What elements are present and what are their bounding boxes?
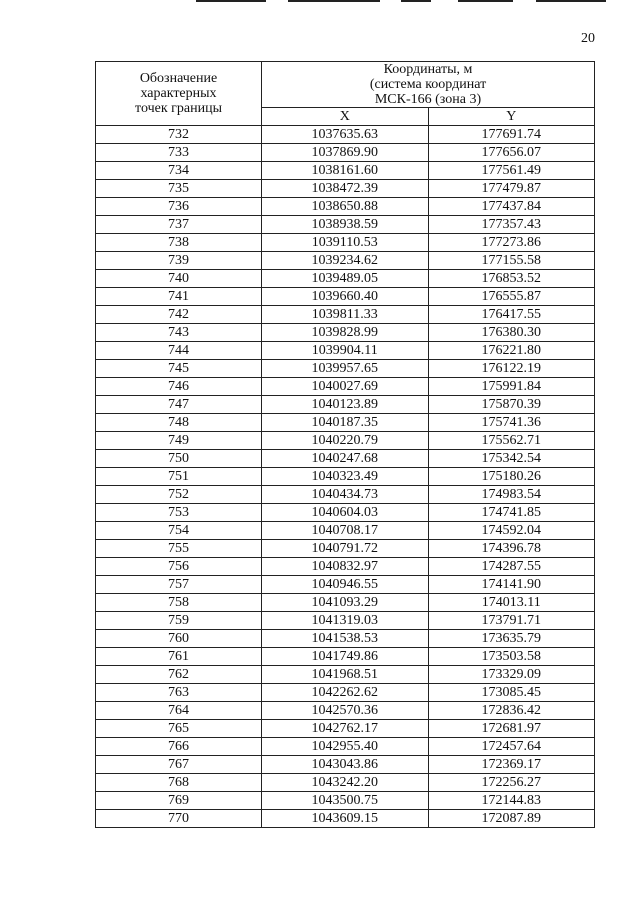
y-coordinate-cell: 175180.26 (428, 468, 595, 486)
y-coordinate-cell: 176417.55 (428, 306, 595, 324)
y-coordinate-cell: 174141.90 (428, 576, 595, 594)
point-id-cell: 770 (96, 810, 262, 828)
x-coordinate-cell: 1040027.69 (262, 378, 429, 396)
x-coordinate-cell: 1041319.03 (262, 612, 429, 630)
point-id-cell: 768 (96, 774, 262, 792)
point-id-cell: 759 (96, 612, 262, 630)
x-coordinate-cell: 1039828.99 (262, 324, 429, 342)
y-coordinate-cell: 174983.54 (428, 486, 595, 504)
header-designation-line: точек границы (135, 101, 222, 116)
point-id-cell: 749 (96, 432, 262, 450)
point-id-cell: 741 (96, 288, 262, 306)
header-coordinates (262, 62, 595, 108)
table-row (96, 774, 595, 792)
point-id-cell: 755 (96, 540, 262, 558)
point-id-cell: 754 (96, 522, 262, 540)
header-designation-line: Обозначение (139, 71, 218, 86)
point-id-cell: 743 (96, 324, 262, 342)
table-row (96, 540, 595, 558)
table-row (96, 468, 595, 486)
table-row (96, 558, 595, 576)
point-id-cell: 736 (96, 198, 262, 216)
x-coordinate-cell: 1039234.62 (262, 252, 429, 270)
y-coordinate-cell: 177155.58 (428, 252, 595, 270)
x-coordinate-cell: 1039660.40 (262, 288, 429, 306)
x-coordinate-cell: 1040220.79 (262, 432, 429, 450)
table-row (96, 504, 595, 522)
x-coordinate-cell: 1042570.36 (262, 702, 429, 720)
point-id-cell: 747 (96, 396, 262, 414)
y-coordinate-cell: 176853.52 (428, 270, 595, 288)
x-coordinate-cell: 1038161.60 (262, 162, 429, 180)
table-row (96, 324, 595, 342)
point-id-cell: 753 (96, 504, 262, 522)
table-row (96, 234, 595, 252)
table-row (96, 630, 595, 648)
point-id-cell: 756 (96, 558, 262, 576)
table-row (96, 144, 595, 162)
page-number: 20 (581, 31, 595, 46)
x-coordinate-cell: 1040434.73 (262, 486, 429, 504)
table-row (96, 576, 595, 594)
y-coordinate-cell: 172087.89 (428, 810, 595, 828)
x-coordinate-cell: 1042955.40 (262, 738, 429, 756)
table-row (96, 756, 595, 774)
header-coordinates-line: МСК-166 (зона 3) (374, 92, 482, 107)
x-coordinate-cell: 1043043.86 (262, 756, 429, 774)
header-coordinates-line: Координаты, м (383, 62, 473, 77)
table-row (96, 486, 595, 504)
x-coordinate-cell: 1041538.53 (262, 630, 429, 648)
y-coordinate-cell: 175741.36 (428, 414, 595, 432)
x-coordinate-cell: 1040247.68 (262, 450, 429, 468)
x-coordinate-cell: 1039957.65 (262, 360, 429, 378)
point-id-cell: 745 (96, 360, 262, 378)
table-row (96, 306, 595, 324)
x-coordinate-cell: 1038650.88 (262, 198, 429, 216)
point-id-cell: 733 (96, 144, 262, 162)
y-coordinate-cell: 176122.19 (428, 360, 595, 378)
y-coordinate-cell: 173329.09 (428, 666, 595, 684)
y-coordinate-cell: 172256.27 (428, 774, 595, 792)
y-coordinate-cell: 177437.84 (428, 198, 595, 216)
table-row (96, 450, 595, 468)
table-row (96, 414, 595, 432)
y-coordinate-cell: 174592.04 (428, 522, 595, 540)
point-id-cell: 758 (96, 594, 262, 612)
table-row (96, 252, 595, 270)
x-coordinate-cell: 1039904.11 (262, 342, 429, 360)
y-coordinate-cell: 172144.83 (428, 792, 595, 810)
point-id-cell: 746 (96, 378, 262, 396)
x-coordinate-cell: 1039811.33 (262, 306, 429, 324)
x-coordinate-cell: 1040187.35 (262, 414, 429, 432)
point-id-cell: 735 (96, 180, 262, 198)
y-coordinate-cell: 172369.17 (428, 756, 595, 774)
table-row (96, 720, 595, 738)
x-coordinate-cell: 1041749.86 (262, 648, 429, 666)
y-coordinate-cell: 175870.39 (428, 396, 595, 414)
y-coordinate-cell: 174396.78 (428, 540, 595, 558)
y-coordinate-cell: 177691.74 (428, 126, 595, 144)
point-id-cell: 750 (96, 450, 262, 468)
header-x: X (262, 108, 429, 126)
y-coordinate-cell: 172681.97 (428, 720, 595, 738)
table-row (96, 810, 595, 828)
x-coordinate-cell: 1042262.62 (262, 684, 429, 702)
top-rule (196, 0, 606, 2)
table-body (96, 126, 595, 828)
table-row (96, 180, 595, 198)
x-coordinate-cell: 1040832.97 (262, 558, 429, 576)
x-coordinate-cell: 1040323.49 (262, 468, 429, 486)
table-row (96, 594, 595, 612)
table-row (96, 360, 595, 378)
point-id-cell: 761 (96, 648, 262, 666)
y-coordinate-cell: 177273.86 (428, 234, 595, 252)
table-row (96, 648, 595, 666)
table-row (96, 288, 595, 306)
y-coordinate-cell: 174287.55 (428, 558, 595, 576)
x-coordinate-cell: 1039489.05 (262, 270, 429, 288)
y-coordinate-cell: 177479.87 (428, 180, 595, 198)
y-coordinate-cell: 174741.85 (428, 504, 595, 522)
x-coordinate-cell: 1043242.20 (262, 774, 429, 792)
table-row (96, 216, 595, 234)
table-row (96, 162, 595, 180)
table-row (96, 126, 595, 144)
point-id-cell: 752 (96, 486, 262, 504)
point-id-cell: 739 (96, 252, 262, 270)
table-row (96, 666, 595, 684)
y-coordinate-cell: 173085.45 (428, 684, 595, 702)
table-row (96, 342, 595, 360)
x-coordinate-cell: 1037869.90 (262, 144, 429, 162)
y-coordinate-cell: 173791.71 (428, 612, 595, 630)
y-coordinate-cell: 177357.43 (428, 216, 595, 234)
y-coordinate-cell: 173635.79 (428, 630, 595, 648)
x-coordinate-cell: 1037635.63 (262, 126, 429, 144)
table-row (96, 432, 595, 450)
header-designation (96, 62, 262, 126)
y-coordinate-cell: 173503.58 (428, 648, 595, 666)
header-designation-line: характерных (140, 86, 217, 101)
y-coordinate-cell: 176380.30 (428, 324, 595, 342)
table-row (96, 396, 595, 414)
y-coordinate-cell: 174013.11 (428, 594, 595, 612)
point-id-cell: 742 (96, 306, 262, 324)
y-coordinate-cell: 177561.49 (428, 162, 595, 180)
point-id-cell: 764 (96, 702, 262, 720)
table-row (96, 792, 595, 810)
point-id-cell: 744 (96, 342, 262, 360)
point-id-cell: 748 (96, 414, 262, 432)
point-id-cell: 738 (96, 234, 262, 252)
point-id-cell: 757 (96, 576, 262, 594)
point-id-cell: 751 (96, 468, 262, 486)
point-id-cell: 740 (96, 270, 262, 288)
point-id-cell: 763 (96, 684, 262, 702)
point-id-cell: 737 (96, 216, 262, 234)
point-id-cell: 767 (96, 756, 262, 774)
table-row (96, 270, 595, 288)
x-coordinate-cell: 1042762.17 (262, 720, 429, 738)
point-id-cell: 769 (96, 792, 262, 810)
table-row (96, 702, 595, 720)
x-coordinate-cell: 1039110.53 (262, 234, 429, 252)
x-coordinate-cell: 1043500.75 (262, 792, 429, 810)
table-row (96, 198, 595, 216)
header-y: Y (428, 108, 595, 126)
table-row (96, 378, 595, 396)
table-row (96, 738, 595, 756)
point-id-cell: 766 (96, 738, 262, 756)
header-coordinates-line: (система координат (369, 77, 487, 92)
y-coordinate-cell: 175562.71 (428, 432, 595, 450)
y-coordinate-cell: 176555.87 (428, 288, 595, 306)
point-id-cell: 762 (96, 666, 262, 684)
x-coordinate-cell: 1040123.89 (262, 396, 429, 414)
y-coordinate-cell: 172457.64 (428, 738, 595, 756)
x-coordinate-cell: 1041968.51 (262, 666, 429, 684)
x-coordinate-cell: 1043609.15 (262, 810, 429, 828)
x-coordinate-cell: 1040791.72 (262, 540, 429, 558)
point-id-cell: 734 (96, 162, 262, 180)
table-row (96, 684, 595, 702)
x-coordinate-cell: 1041093.29 (262, 594, 429, 612)
point-id-cell: 765 (96, 720, 262, 738)
x-coordinate-cell: 1040946.55 (262, 576, 429, 594)
x-coordinate-cell: 1038472.39 (262, 180, 429, 198)
point-id-cell: 732 (96, 126, 262, 144)
point-id-cell: 760 (96, 630, 262, 648)
table-row (96, 522, 595, 540)
y-coordinate-cell: 176221.80 (428, 342, 595, 360)
x-coordinate-cell: 1040604.03 (262, 504, 429, 522)
y-coordinate-cell: 177656.07 (428, 144, 595, 162)
table-row (96, 612, 595, 630)
x-coordinate-cell: 1038938.59 (262, 216, 429, 234)
coordinates-table (95, 61, 595, 828)
y-coordinate-cell: 175342.54 (428, 450, 595, 468)
x-coordinate-cell: 1040708.17 (262, 522, 429, 540)
y-coordinate-cell: 175991.84 (428, 378, 595, 396)
y-coordinate-cell: 172836.42 (428, 702, 595, 720)
